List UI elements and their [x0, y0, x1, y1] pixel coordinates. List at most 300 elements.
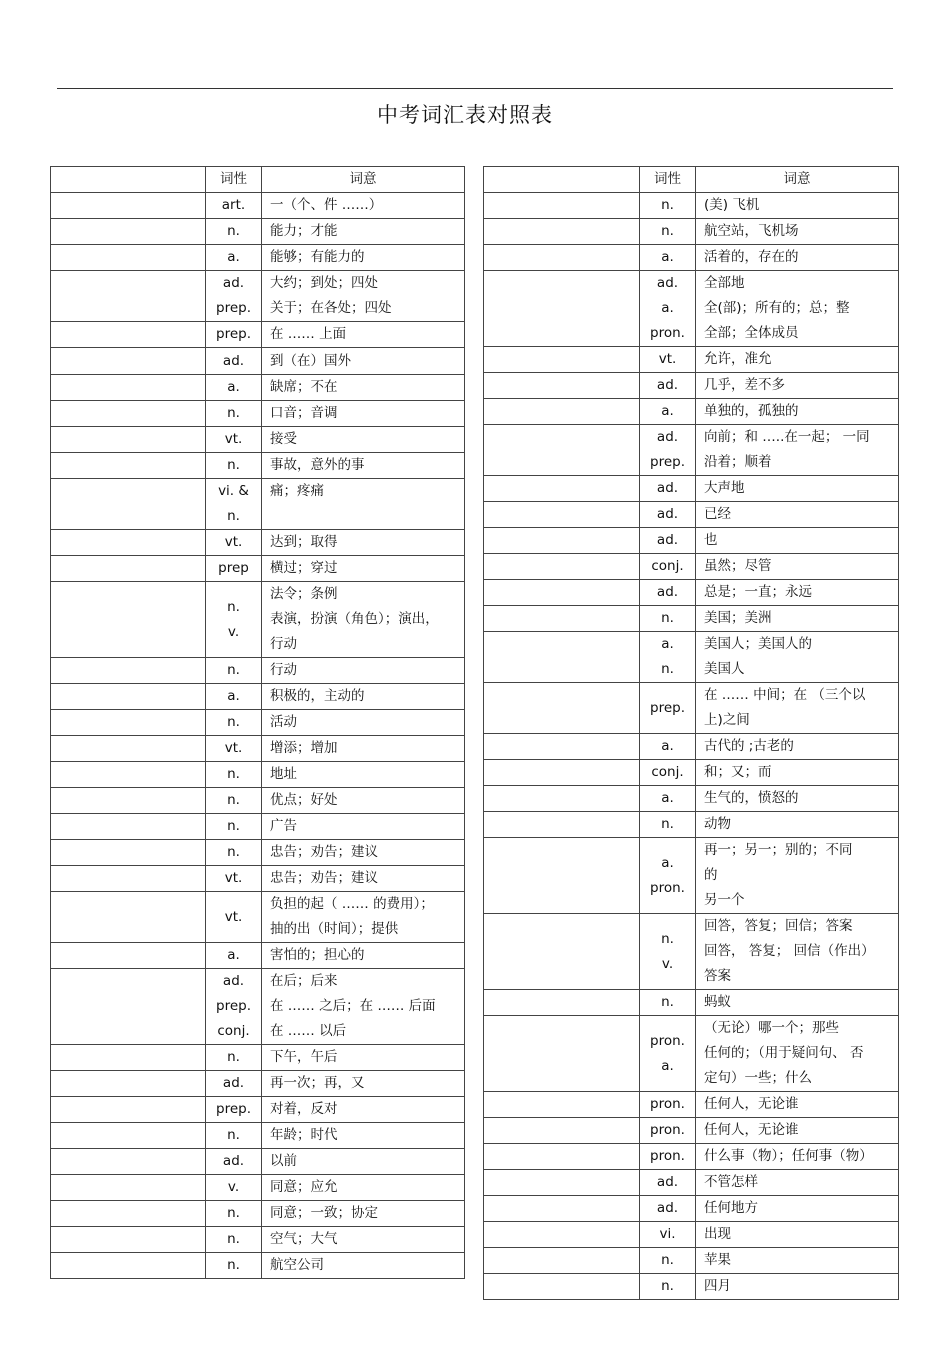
- meaning-cell: [262, 1045, 465, 1071]
- table-row: [484, 1274, 899, 1300]
- meaning-cell: [696, 193, 899, 219]
- pos-cell: [640, 1274, 696, 1300]
- word-cell: [51, 736, 206, 762]
- meaning-cell: [696, 914, 899, 990]
- pos-text: vi.: [659, 1226, 676, 1242]
- pos-cell: [640, 1016, 696, 1092]
- meaning-cell: [262, 814, 465, 840]
- pos-cell: [206, 788, 262, 814]
- pos-text: n.: [661, 661, 674, 677]
- table-row: [484, 554, 899, 580]
- pos-text: a.: [227, 947, 240, 963]
- pos-text: ad.: [656, 429, 679, 445]
- pos-text: ad.: [656, 532, 679, 548]
- meaning-cell: [696, 838, 899, 914]
- word-cell: [51, 479, 206, 530]
- pos-text: vt.: [224, 431, 243, 447]
- table-row: [51, 840, 465, 866]
- meaning-cell: [696, 373, 899, 399]
- meaning-cell: [262, 453, 465, 479]
- meaning-text: 出现: [704, 1226, 731, 1242]
- meaning-text: 地址: [270, 766, 297, 782]
- meaning-text: 忠告；劝告；建议: [270, 844, 378, 860]
- word-cell: [484, 1222, 640, 1248]
- word-cell: [51, 1227, 206, 1253]
- pos-text: ad.: [656, 480, 679, 496]
- pos-text: ad.: [222, 1153, 245, 1169]
- pos-text: n.: [661, 994, 674, 1010]
- meaning-cell: [696, 990, 899, 1016]
- pos-cell: [640, 425, 696, 476]
- pos-cell: [640, 683, 696, 734]
- pos-text: n.: [227, 508, 240, 524]
- pos-cell: [206, 401, 262, 427]
- meaning-cell: [262, 1253, 465, 1279]
- meaning-cell: [262, 736, 465, 762]
- pos-cell: [206, 943, 262, 969]
- meaning-text: 定句）一些；什么: [704, 1070, 812, 1086]
- table-row: [51, 193, 465, 219]
- word-cell: [484, 1016, 640, 1092]
- pos-cell: [640, 812, 696, 838]
- meaning-text: 优点；好处: [270, 792, 338, 808]
- meaning-text: 四月: [704, 1278, 731, 1294]
- pos-text: pron.: [650, 1122, 685, 1138]
- table-row: [51, 1227, 465, 1253]
- meaning-cell: [262, 479, 465, 530]
- meaning-cell: [696, 245, 899, 271]
- meaning-cell: [696, 399, 899, 425]
- pos-text: prep.: [216, 998, 251, 1014]
- pos-cell: [640, 580, 696, 606]
- table-header-row: [51, 167, 465, 193]
- meaning-text: 大约；到处；四处: [270, 275, 378, 291]
- pos-text: a.: [661, 636, 674, 652]
- pos-cell: [206, 193, 262, 219]
- meaning-text: 任何地方: [704, 1200, 758, 1216]
- pos-cell: [206, 736, 262, 762]
- meaning-cell: [696, 760, 899, 786]
- pos-cell: [640, 1170, 696, 1196]
- pos-text: a.: [661, 854, 674, 871]
- pos-cell: [640, 760, 696, 786]
- table-row: [51, 271, 465, 322]
- meaning-text: 动物: [704, 816, 731, 832]
- meaning-cell: [696, 606, 899, 632]
- meaning-cell: [262, 530, 465, 556]
- pos-text: n.: [661, 1252, 674, 1268]
- pos-text: vi. &: [218, 483, 249, 499]
- pos-text: n.: [227, 598, 240, 615]
- meaning-text: 负担的起（ …… 的费用）；: [270, 896, 434, 912]
- meaning-cell: [262, 1071, 465, 1097]
- meaning-text: 达到；取得: [270, 534, 338, 550]
- meaning-cell: [696, 425, 899, 476]
- pos-text: ad.: [222, 1075, 245, 1091]
- meaning-text: 积极的，主动的: [270, 688, 365, 704]
- table-row: [51, 814, 465, 840]
- pos-text: n.: [227, 844, 240, 860]
- vocab-table-left: [50, 166, 465, 1279]
- pos-text: pron.: [650, 1148, 685, 1164]
- meaning-text: 大声地: [704, 480, 745, 496]
- table-row: [51, 658, 465, 684]
- meaning-cell: [262, 788, 465, 814]
- word-cell: [51, 322, 206, 348]
- meaning-text: 航空站，飞机场: [704, 223, 799, 239]
- pos-text: v.: [661, 955, 674, 972]
- meaning-cell: [262, 245, 465, 271]
- meaning-cell: [696, 683, 899, 734]
- word-cell: [484, 1248, 640, 1274]
- pos-text: conj.: [217, 1023, 250, 1039]
- meaning-text: 年龄；时代: [270, 1127, 338, 1143]
- table-row: [484, 1170, 899, 1196]
- table-row: [51, 866, 465, 892]
- table-row: [484, 193, 899, 219]
- word-cell: [51, 427, 206, 453]
- meaning-text: 增添；增加: [270, 740, 338, 756]
- pos-cell: [640, 399, 696, 425]
- word-cell: [484, 838, 640, 914]
- table-row: [484, 347, 899, 373]
- meaning-cell: [696, 734, 899, 760]
- word-cell: [51, 762, 206, 788]
- meaning-text: 在 …… 中间；在 （三个以: [704, 687, 866, 703]
- meaning-text: 能力；才能: [270, 223, 338, 239]
- pos-cell: [206, 245, 262, 271]
- pos-cell: [640, 502, 696, 528]
- pos-cell: [640, 554, 696, 580]
- pos-cell: [206, 582, 262, 658]
- pos-text: ad.: [222, 973, 245, 989]
- pos-text: n.: [227, 1127, 240, 1143]
- table-row: [51, 943, 465, 969]
- meaning-text: 生气的，愤怒的: [704, 790, 799, 806]
- meaning-text: 全部地: [704, 275, 745, 291]
- table-row: [484, 606, 899, 632]
- pos-text: prep.: [216, 300, 251, 316]
- meaning-text: 单独的，孤独的: [704, 403, 799, 419]
- table-row: [51, 479, 465, 530]
- meaning-cell: [262, 840, 465, 866]
- word-cell: [51, 1071, 206, 1097]
- word-cell: [51, 788, 206, 814]
- pos-cell: [206, 322, 262, 348]
- meaning-text: 事故，意外的事: [270, 457, 365, 473]
- header-pos-cell: 词性: [640, 167, 696, 193]
- meaning-text: 答案: [704, 968, 731, 984]
- pos-cell: [640, 476, 696, 502]
- table-row: [484, 760, 899, 786]
- table-row: [484, 245, 899, 271]
- pos-text: v.: [227, 1179, 240, 1195]
- pos-text: pron.: [650, 1032, 685, 1049]
- word-cell: [51, 866, 206, 892]
- meaning-text: 抽的出（时间）；提供: [270, 921, 399, 937]
- table-row: [484, 838, 899, 914]
- table-row: [51, 1045, 465, 1071]
- meaning-text: 空气；大气: [270, 1231, 338, 1247]
- table-row: [484, 1248, 899, 1274]
- meaning-text: 法令；条例: [270, 586, 338, 602]
- table-row: [484, 399, 899, 425]
- pos-cell: [640, 606, 696, 632]
- pos-cell: [206, 684, 262, 710]
- table-row: [51, 969, 465, 1045]
- pos-text: n.: [661, 930, 674, 947]
- meaning-text: 全部；全体成员: [704, 325, 799, 341]
- meaning-cell: [262, 658, 465, 684]
- pos-cell: [206, 762, 262, 788]
- table-row: [484, 914, 899, 990]
- table-row: [484, 734, 899, 760]
- table-row: [484, 1092, 899, 1118]
- table-row: [51, 892, 465, 943]
- meaning-text: 几乎，差不多: [704, 377, 785, 393]
- meaning-cell: [696, 1170, 899, 1196]
- meaning-text: 同意；一致；协定: [270, 1205, 378, 1221]
- meaning-text: 航空公司: [270, 1257, 324, 1273]
- meaning-text: 也: [704, 532, 718, 548]
- meaning-cell: [262, 943, 465, 969]
- meaning-text: 表演，扮演（角色）；演出，: [270, 611, 439, 627]
- meaning-cell: [696, 219, 899, 245]
- meaning-cell: [262, 969, 465, 1045]
- header-word-cell: [484, 167, 640, 193]
- table-row: [51, 684, 465, 710]
- pos-cell: [206, 814, 262, 840]
- pos-cell: [640, 734, 696, 760]
- meaning-text: 苹果: [704, 1252, 731, 1268]
- word-cell: [51, 1253, 206, 1279]
- word-cell: [484, 554, 640, 580]
- pos-cell: [640, 990, 696, 1016]
- word-cell: [51, 1045, 206, 1071]
- pos-text: n.: [661, 816, 674, 832]
- table-row: [51, 453, 465, 479]
- pos-cell: [640, 1092, 696, 1118]
- pos-cell: [640, 271, 696, 347]
- word-cell: [51, 245, 206, 271]
- meaning-text: 在 …… 之后；在 …… 后面: [270, 998, 436, 1014]
- pos-text: a.: [227, 249, 240, 265]
- pos-text: a.: [661, 300, 674, 316]
- pos-cell: [640, 1196, 696, 1222]
- pos-cell: [640, 914, 696, 990]
- pos-text: prep.: [650, 699, 685, 716]
- meaning-cell: [262, 1227, 465, 1253]
- word-cell: [484, 606, 640, 632]
- pos-cell: [206, 1201, 262, 1227]
- pos-cell: [640, 347, 696, 373]
- pos-text: vt.: [658, 351, 677, 367]
- table-row: [51, 530, 465, 556]
- pos-cell: [206, 840, 262, 866]
- meaning-text: 全(部)；所有的；总；整: [704, 300, 850, 316]
- pos-cell: [640, 632, 696, 683]
- header-meaning-cell: 词意: [262, 167, 465, 193]
- pos-text: ad.: [656, 275, 679, 291]
- meaning-text: 总是；一直；永远: [704, 584, 812, 600]
- pos-text: art.: [221, 197, 246, 213]
- meaning-text: 再一；另一；别的；不同: [704, 842, 853, 858]
- table-row: [51, 348, 465, 375]
- pos-cell: [640, 245, 696, 271]
- meaning-text: 任何人，无论谁: [704, 1122, 799, 1138]
- pos-text: conj.: [651, 764, 684, 780]
- meaning-text: 在 …… 上面: [270, 326, 347, 342]
- meaning-text: 在 …… 以后: [270, 1023, 347, 1039]
- pos-cell: [206, 556, 262, 582]
- pos-text: n.: [227, 714, 240, 730]
- meaning-cell: [696, 1274, 899, 1300]
- table-row: [484, 1222, 899, 1248]
- meaning-text: 关于；在各处；四处: [270, 300, 392, 316]
- meaning-cell: [262, 556, 465, 582]
- word-cell: [484, 1092, 640, 1118]
- meaning-cell: [696, 476, 899, 502]
- meaning-cell: [696, 1144, 899, 1170]
- page-title: 中考词汇表对照表: [377, 103, 553, 127]
- pos-text: vt.: [224, 534, 243, 550]
- word-cell: [484, 1196, 640, 1222]
- meaning-text: 古代的 ;古老的: [704, 738, 794, 754]
- table-row: [51, 1149, 465, 1175]
- pos-text: n.: [661, 223, 674, 239]
- word-cell: [484, 399, 640, 425]
- meaning-cell: [696, 812, 899, 838]
- word-cell: [484, 1144, 640, 1170]
- meaning-cell: [262, 401, 465, 427]
- meaning-cell: [262, 710, 465, 736]
- pos-cell: [640, 838, 696, 914]
- pos-cell: [206, 219, 262, 245]
- meaning-text: [270, 504, 456, 529]
- meaning-cell: [696, 271, 899, 347]
- word-cell: [484, 425, 640, 476]
- meaning-cell: [262, 322, 465, 348]
- meaning-cell: [262, 1123, 465, 1149]
- word-cell: [51, 1175, 206, 1201]
- meaning-cell: [696, 528, 899, 554]
- pos-cell: [640, 373, 696, 399]
- pos-text: n.: [661, 610, 674, 626]
- word-cell: [51, 1201, 206, 1227]
- table-row: [484, 425, 899, 476]
- pos-text: ad.: [222, 275, 245, 291]
- word-cell: [484, 502, 640, 528]
- pos-text: n.: [227, 1257, 240, 1273]
- table-row: [484, 373, 899, 399]
- table-row: [484, 632, 899, 683]
- meaning-cell: [696, 1016, 899, 1092]
- meaning-cell: [696, 1222, 899, 1248]
- pos-text: ad.: [656, 506, 679, 522]
- meaning-text: 回答， 答复； 回信（作出）: [704, 943, 875, 959]
- pos-text: n.: [227, 818, 240, 834]
- pos-cell: [640, 528, 696, 554]
- pos-text: n.: [227, 662, 240, 678]
- word-cell: [51, 814, 206, 840]
- meaning-text: 蚂蚁: [704, 994, 731, 1010]
- word-cell: [484, 476, 640, 502]
- word-cell: [484, 373, 640, 399]
- word-cell: [484, 760, 640, 786]
- pos-cell: [206, 892, 262, 943]
- pos-cell: [206, 1253, 262, 1279]
- meaning-cell: [262, 193, 465, 219]
- pos-cell: [640, 1248, 696, 1274]
- meaning-cell: [262, 219, 465, 245]
- pos-cell: [206, 479, 262, 530]
- meaning-text: 一（个、件 ……）: [270, 197, 383, 213]
- pos-cell: [640, 219, 696, 245]
- meaning-cell: [262, 684, 465, 710]
- meaning-text: 在后；后来: [270, 973, 338, 989]
- meaning-text: 行动: [270, 662, 297, 678]
- word-cell: [484, 734, 640, 760]
- word-cell: [51, 1123, 206, 1149]
- meaning-cell: [696, 786, 899, 812]
- meaning-text: 接受: [270, 431, 297, 447]
- word-cell: [51, 892, 206, 943]
- pos-text: n.: [227, 223, 240, 239]
- pos-text: n.: [227, 1231, 240, 1247]
- pos-text: vt.: [224, 870, 243, 886]
- pos-cell: [206, 658, 262, 684]
- table-row: [484, 219, 899, 245]
- meaning-cell: [262, 427, 465, 453]
- meaning-cell: [696, 1196, 899, 1222]
- meaning-cell: [696, 1092, 899, 1118]
- meaning-text: 任何的；（用于疑问句、 否: [704, 1045, 864, 1061]
- table-row: [51, 1253, 465, 1279]
- meaning-text: 美国；美洲: [704, 610, 772, 626]
- word-cell: [484, 347, 640, 373]
- meaning-text: 广告: [270, 818, 297, 834]
- pos-text: n.: [661, 197, 674, 213]
- meaning-text: 任何人，无论谁: [704, 1096, 799, 1112]
- pos-cell: [640, 1118, 696, 1144]
- word-cell: [484, 1170, 640, 1196]
- word-cell: [51, 453, 206, 479]
- table-row: [484, 271, 899, 347]
- meaning-cell: [262, 1175, 465, 1201]
- meaning-cell: [696, 347, 899, 373]
- meaning-cell: [262, 1149, 465, 1175]
- word-cell: [51, 582, 206, 658]
- meaning-cell: [696, 1248, 899, 1274]
- word-cell: [51, 1149, 206, 1175]
- word-cell: [484, 914, 640, 990]
- pos-cell: [640, 1144, 696, 1170]
- table-row: [484, 1196, 899, 1222]
- meaning-text: 下午，午后: [270, 1049, 338, 1065]
- table-row: [484, 1118, 899, 1144]
- meaning-text: 美国人；美国人的: [704, 636, 812, 652]
- meaning-text: 害怕的；担心的: [270, 947, 365, 963]
- meaning-cell: [262, 762, 465, 788]
- table-row: [51, 219, 465, 245]
- word-cell: [484, 1118, 640, 1144]
- table-row: [51, 710, 465, 736]
- meaning-text: 另一个: [704, 892, 745, 908]
- pos-cell: [206, 866, 262, 892]
- word-cell: [484, 193, 640, 219]
- table-row: [51, 582, 465, 658]
- meaning-text: 已经: [704, 506, 731, 522]
